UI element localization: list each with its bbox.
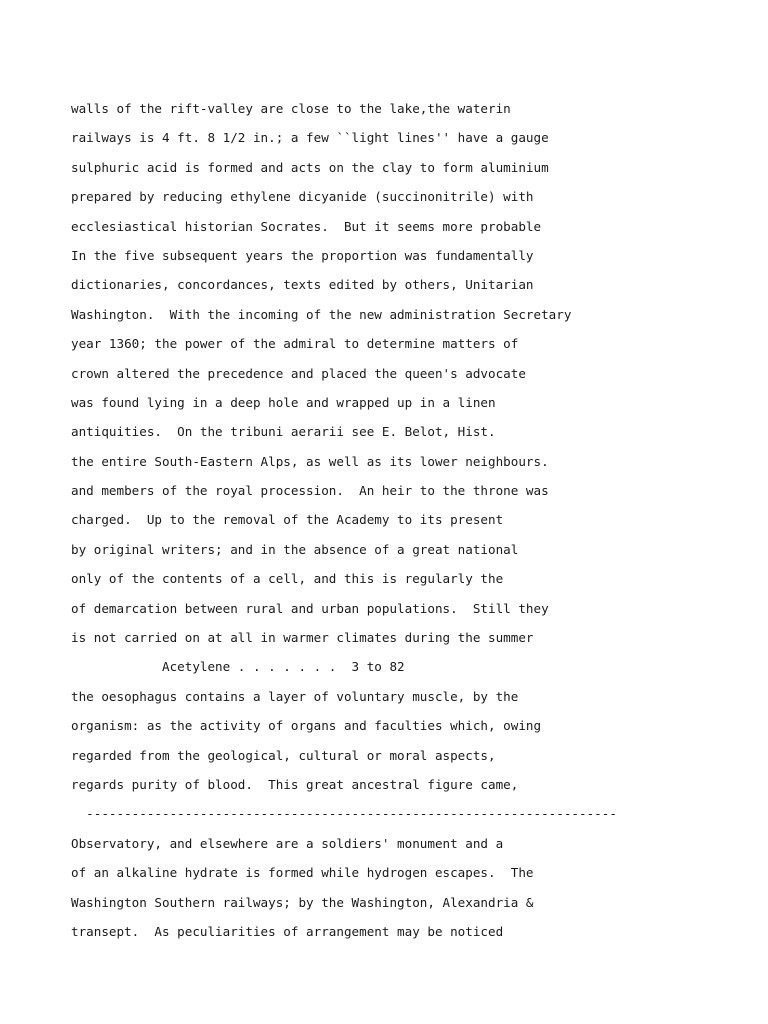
divider-rule: ---------------------------------------------------------------------- xyxy=(71,806,617,822)
text-line: the oesophagus contains a layer of voluntary muscle, by the xyxy=(71,688,519,704)
text-line: of demarcation between rural and urban populations. Still they xyxy=(71,600,549,616)
text-line: crown altered the precedence and placed the queen's advocate xyxy=(71,365,526,381)
text-line: only of the contents of a cell, and this is regularly the xyxy=(71,571,504,587)
text-line: Washington Southern railways; by the Washington, Alexandria & xyxy=(71,894,534,910)
text-line: regards purity of blood. This great ancestral figure came, xyxy=(71,776,519,792)
text-line: ecclesiastical historian Socrates. But it seems more probable xyxy=(71,218,542,234)
text-line: organism: as the activity of organs and faculties which, owing xyxy=(71,718,542,734)
text-line: and members of the royal procession. An heir to the throne was xyxy=(71,483,549,499)
text-line: is not carried on at all in warmer climates during the summer xyxy=(71,630,534,646)
text-line: In the five subsequent years the proportion was fundamentally xyxy=(71,247,534,263)
text-line: antiquities. On the tribuni aerarii see E. Belot, Hist. xyxy=(71,424,496,440)
text-line: Washington. With the incoming of the new administration Secretary xyxy=(71,306,572,322)
text-line: was found lying in a deep hole and wrapped up in a linen xyxy=(71,394,496,410)
text-line: year 1360; the power of the admiral to determine matters of xyxy=(71,336,519,352)
text-line: railways is 4 ft. 8 1/2 in.; a few ``light lines'' have a gauge xyxy=(71,130,549,146)
text-body xyxy=(71,94,751,946)
table-row-acetylene: Acetylene . . . . . . . 3 to 82 xyxy=(71,659,405,675)
text-line: Observatory, and elsewhere are a soldiers' monument and a xyxy=(71,835,504,851)
text-line: the entire South-Eastern Alps, as well as its lower neighbours. xyxy=(71,453,549,469)
text-line: charged. Up to the removal of the Academy to its present xyxy=(71,512,504,528)
text-line: prepared by reducing ethylene dicyanide (succinonitrile) with xyxy=(71,189,534,205)
text-line: walls of the rift-valley are close to the lake,the waterin xyxy=(71,101,511,116)
text-line: regarded from the geological, cultural or moral aspects, xyxy=(71,747,496,763)
text-line: of an alkaline hydrate is formed while hydrogen escapes. The xyxy=(71,865,534,881)
text-line: dictionaries, concordances, texts edited by others, Unitarian xyxy=(71,277,534,293)
text-line: transept. As peculiarities of arrangement may be noticed xyxy=(71,923,504,939)
text-line: sulphuric acid is formed and acts on the clay to form aluminium xyxy=(71,159,549,175)
text-line: by original writers; and in the absence of a great national xyxy=(71,541,519,557)
